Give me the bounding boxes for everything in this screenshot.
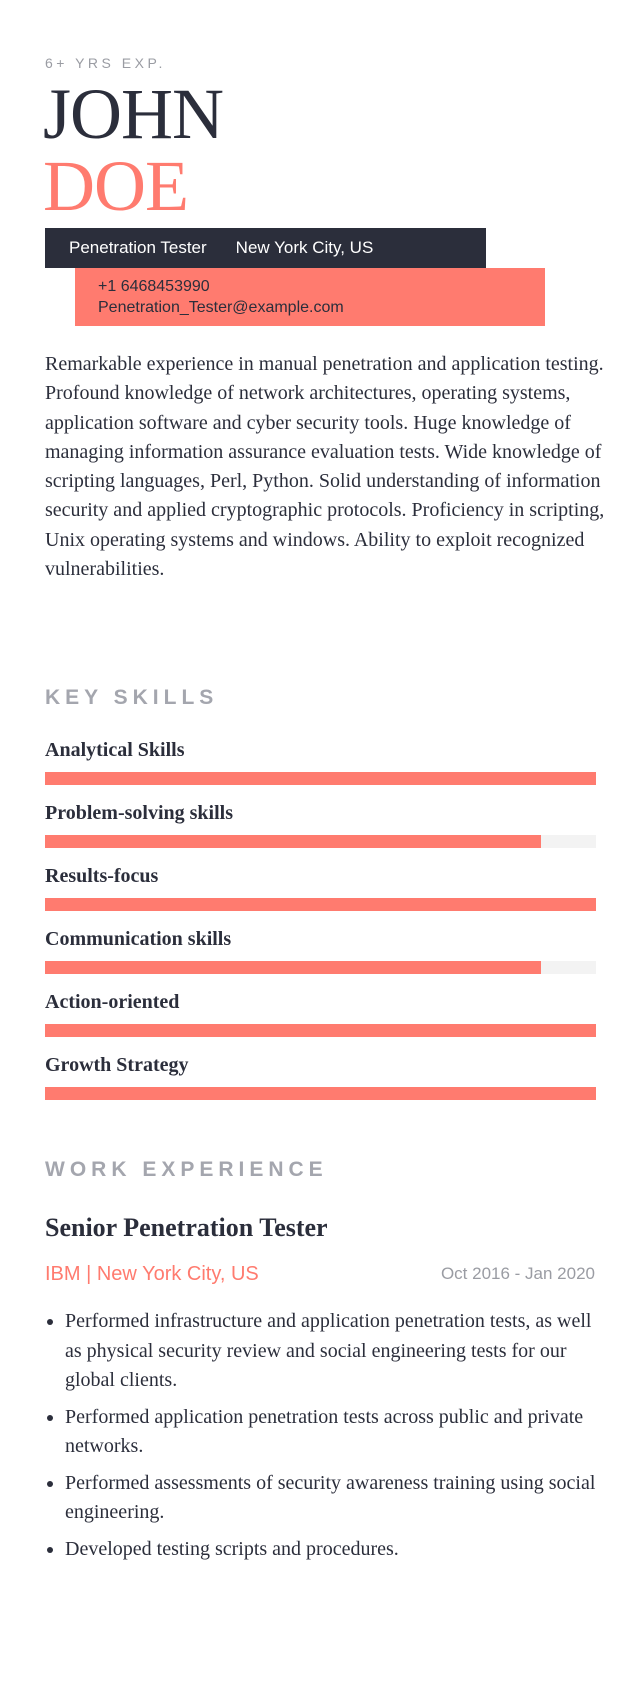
skill-level-bar	[45, 835, 541, 848]
skill-name: Growth Strategy	[45, 1054, 189, 1076]
job-dates: Oct 2016 - Jan 2020	[440, 1264, 595, 1283]
skill-level-track	[45, 961, 596, 974]
job-responsibilities	[45, 1307, 605, 1571]
job-title: Senior Penetration Tester	[45, 1213, 328, 1242]
location: New York City, US	[235, 238, 374, 257]
last-name: DOE	[43, 146, 188, 226]
skill-item	[45, 738, 596, 785]
contact-bar	[75, 268, 545, 326]
skill-name: Action-oriented	[45, 991, 180, 1013]
skill-name: Results-focus	[45, 865, 159, 887]
skill-level-track	[45, 835, 596, 848]
bullet-text: Performed assessments of security awareness training using social engineering.	[65, 1471, 596, 1523]
skill-item	[45, 990, 596, 1037]
skill-level-track	[45, 772, 596, 785]
job-role: Penetration Tester	[69, 238, 207, 257]
skill-item	[45, 1053, 596, 1100]
skill-level-bar	[45, 772, 596, 785]
skill-level-bar	[45, 1024, 596, 1037]
first-name: JOHN	[43, 74, 224, 154]
bullet-text: Performed infrastructure and application penetration tests, as well as physical security review and social engineering tests for our global clients.	[65, 1310, 592, 1391]
bullet-text: Performed application penetration tests across public and private networks.	[65, 1405, 584, 1457]
list-item	[45, 1403, 605, 1462]
phone-number[interactable]: +1 6468453990	[98, 278, 210, 295]
bullet-icon	[47, 1415, 53, 1421]
skill-level-bar	[45, 961, 541, 974]
skill-level-track	[45, 898, 596, 911]
skill-name: Analytical Skills	[45, 739, 185, 761]
skill-level-track	[45, 1087, 596, 1100]
skill-item	[45, 927, 596, 974]
list-item	[45, 1469, 605, 1528]
skill-item	[45, 801, 596, 848]
bullet-icon	[47, 1319, 53, 1325]
skill-level-track	[45, 1024, 596, 1037]
job-company: IBM | New York City, US	[45, 1263, 259, 1285]
skills-section-title: KEY SKILLS	[45, 686, 219, 709]
list-item	[45, 1535, 605, 1565]
role-location-bar	[45, 228, 486, 268]
email-address[interactable]: Penetration_Tester@example.com	[98, 299, 344, 316]
skill-level-bar	[45, 1087, 596, 1100]
experience-years: 6+ YRS EXP.	[45, 55, 166, 71]
bullet-icon	[47, 1547, 53, 1553]
work-section-title: WORK EXPERIENCE	[45, 1158, 328, 1181]
skill-name: Problem-solving skills	[45, 802, 233, 824]
bullet-text: Developed testing scripts and procedures.	[65, 1537, 399, 1560]
skill-level-bar	[45, 898, 596, 911]
bullet-icon	[47, 1481, 53, 1487]
skill-name: Communication skills	[45, 928, 232, 950]
skill-item	[45, 864, 596, 911]
profile-summary: Remarkable experience in manual penetration and application testing. Profound knowledge of network architectures, operating systems, application software and cyber security tools. Huge knowledge of managing information assurance evaluation tests. Wide knowledge of scripting languages, Perl, Python. Solid understanding of information security and applied cryptographic protocols. Proficiency in scripting, Unix operating systems and windows. Ability to exploit recognized vulnerabilities.	[45, 353, 605, 581]
list-item	[45, 1307, 605, 1396]
